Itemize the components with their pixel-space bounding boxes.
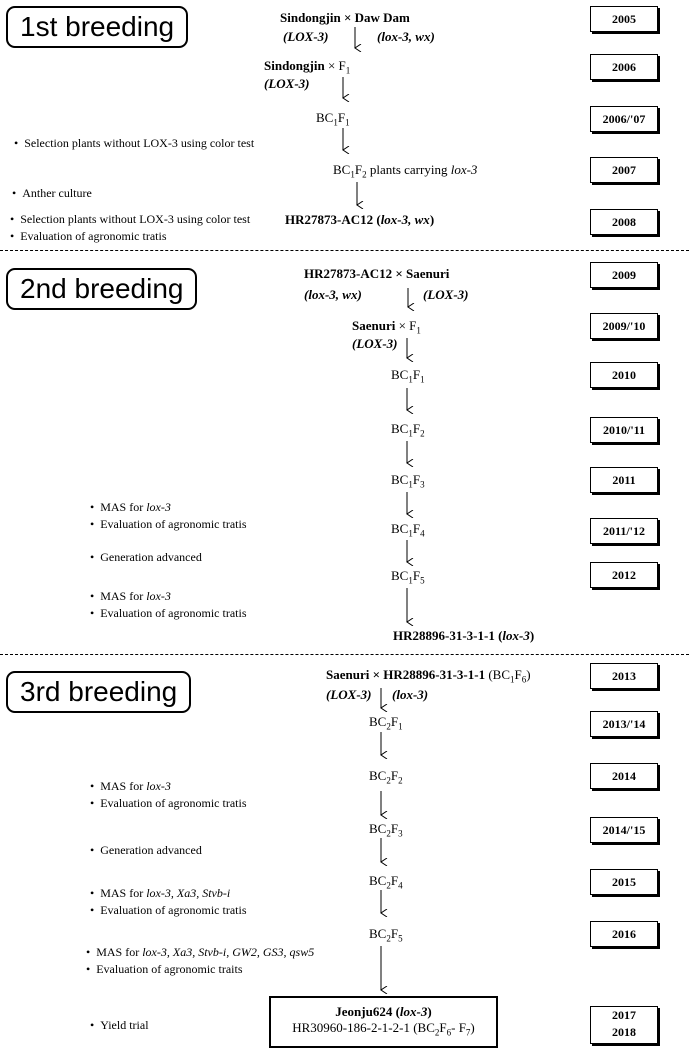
final-variety-name	[271, 1004, 496, 1020]
year-box: 2011	[590, 467, 658, 493]
gen-label: BC	[369, 821, 387, 836]
cross-parents-3: Saenuri × HR28896-31-3-1-1 $(BC_1F_6)$	[326, 667, 531, 685]
note-text: MAS for	[96, 945, 143, 959]
year-box: 2009/'10	[590, 313, 658, 339]
cross-sign: × F	[395, 318, 417, 333]
generation-bc2f5: $BC_2F_5$	[369, 926, 403, 944]
final-line-code: HR30960-186-2-1-2-1 ($BC_2F_6-$ $F_7$)	[292, 1020, 475, 1038]
genotype-male: (lox-3)	[392, 687, 429, 702]
year-box: 2008	[590, 209, 658, 235]
year-box: 2006	[590, 54, 658, 80]
year-box: 2015	[590, 869, 658, 895]
year-2017: 2017	[612, 1008, 636, 1022]
year-box: 2010/'11	[590, 417, 658, 443]
note: • Evaluation of agronomic tratis	[90, 903, 247, 918]
note-gene: lox-3	[146, 779, 171, 793]
parent-male: Daw Dam	[354, 10, 410, 25]
backcross-1	[264, 58, 350, 76]
gen-label: BC	[316, 110, 334, 125]
note: • Generation advanced	[90, 843, 202, 858]
line-code: HR30960-186-2-1-2-1 (BC	[292, 1020, 435, 1035]
note-text: MAS for	[100, 500, 147, 514]
parent-male: Saenuri	[406, 266, 450, 281]
note-gene: lox-3, Xa3, Stvb-i, GW2, GS3, qsw5	[142, 945, 315, 959]
gen-label: BC	[391, 472, 409, 487]
generation-bc2f2: $BC_2F_2$	[369, 768, 403, 786]
year-box: 2005	[590, 6, 658, 32]
note-gene: lox-3	[146, 589, 171, 603]
generation-bc2f1: $BC_2F_1$	[369, 714, 403, 732]
note: • Selection plants without LOX-3 using color test	[14, 136, 254, 151]
line-name: HR27873-AC12 (	[285, 212, 381, 227]
note: • Selection plants without LOX-3 using color test	[10, 212, 250, 227]
note	[90, 589, 171, 604]
year-box: 2010	[590, 362, 658, 388]
year-box: 2013/'14	[590, 711, 658, 737]
gen-label: BC	[391, 521, 409, 536]
gen-label: BC	[391, 568, 409, 583]
genotype-recurrent: (LOX-3)	[352, 336, 398, 351]
note-gene: lox-3, Xa3, Stvb-i	[146, 886, 231, 900]
year-box: 2006/'07	[590, 106, 658, 132]
line-hr27873	[285, 212, 434, 228]
cross-sign: × F	[324, 58, 346, 73]
genotype-female: (LOX-3)	[283, 29, 329, 44]
parent-female: Sindongjin ×	[280, 10, 352, 25]
year-box: 2011/'12	[590, 518, 658, 544]
note-text: MAS for	[100, 779, 147, 793]
parent-female: HR27873-AC12 ×	[304, 266, 403, 281]
generation-bc1f2: $BC_1F_2$	[391, 421, 425, 439]
note: • Evaluation of agronomic tratis	[10, 229, 167, 244]
year-box: 2016	[590, 921, 658, 947]
genotype-male: (LOX-3)	[423, 287, 469, 302]
section-title-1st: 1st breeding	[6, 6, 188, 48]
paren: )	[427, 1004, 432, 1019]
genotype-female: (lox-3, wx)	[304, 287, 362, 302]
parent-gen: (BC	[485, 667, 510, 682]
note: • Evaluation of agronomic tratis	[90, 796, 247, 811]
line-genotype: lox-3, wx	[380, 212, 430, 227]
note	[90, 500, 171, 515]
gen-label: BC	[333, 162, 351, 177]
carry-text: plants carrying	[366, 162, 451, 177]
gen-label: BC	[369, 873, 387, 888]
generation-bc1f3: $BC_1F_3$	[391, 472, 425, 490]
note	[90, 779, 171, 794]
generation-bc1f5: $BC_1F_5$	[391, 568, 425, 586]
year-box: 2012	[590, 562, 658, 588]
note: • Evaluation of agronomic tratis	[90, 606, 247, 621]
note: • Generation advanced	[90, 550, 202, 565]
year-box: 2014/'15	[590, 817, 658, 843]
cross-parents-2	[304, 266, 449, 282]
generation-bc1f4: $BC_1F_4$	[391, 521, 425, 539]
note: • Evaluation of agronomic tratis	[90, 517, 247, 532]
note: • Yield trial	[90, 1018, 149, 1033]
subscript: 1	[345, 65, 351, 76]
line-name: HR28896-31-3-1-1 (	[393, 628, 503, 643]
section-title-3rd: 3rd breeding	[6, 671, 191, 713]
variety-name: Jeonju624 (	[335, 1004, 400, 1019]
final-variety-box	[269, 996, 498, 1048]
note-gene: lox-3	[146, 500, 171, 514]
generation-bc2f4: $BC_2F_4$	[369, 873, 403, 891]
carry-gene: lox-3	[450, 162, 478, 177]
note-text: MAS for	[100, 886, 147, 900]
gen-label: BC	[369, 926, 387, 941]
gen-label: BC	[369, 714, 387, 729]
line-hr28896	[393, 628, 534, 644]
year-box: 2014	[590, 763, 658, 789]
cross-parents-1	[280, 10, 410, 26]
note	[90, 886, 230, 901]
note: • Anther culture	[12, 186, 92, 201]
generation-bc1f1: $BC_1F_1$	[316, 110, 350, 128]
year-2018: 2018	[612, 1025, 636, 1039]
note	[86, 945, 314, 960]
paren: )	[429, 212, 435, 227]
note: • Evaluation of agronomic traits	[86, 962, 243, 977]
gen-label: BC	[369, 768, 387, 783]
backcross-2: Saenuri × $F_1$	[352, 318, 421, 336]
generation-bc1f1: $BC_1F_1$	[391, 367, 425, 385]
generation-bc1f2: $BC_1F_2$ plants carrying lox-3	[333, 162, 478, 180]
gen-label: BC	[391, 367, 409, 382]
section-title-2nd: 2nd breeding	[6, 268, 197, 310]
note-text: MAS for	[100, 589, 147, 603]
genotype-recurrent: (LOX-3)	[264, 76, 310, 91]
genotype-female: (LOX-3)	[326, 687, 372, 702]
generation-bc2f3: $BC_2F_3$	[369, 821, 403, 839]
year-box: 2007	[590, 157, 658, 183]
parent-male: HR28896-31-3-1-1	[383, 667, 486, 682]
year-box: 2013	[590, 663, 658, 689]
year-box: 2009	[590, 262, 658, 288]
recurrent-parent: Sindongjin	[264, 58, 325, 73]
line-genotype: lox-3	[502, 628, 530, 643]
paren: )	[529, 628, 535, 643]
parent-female: Saenuri ×	[326, 667, 380, 682]
recurrent-parent: Saenuri	[352, 318, 396, 333]
genotype-male: (lox-3, wx)	[377, 29, 435, 44]
variety-genotype: lox-3	[399, 1004, 428, 1019]
gen-label: BC	[391, 421, 409, 436]
